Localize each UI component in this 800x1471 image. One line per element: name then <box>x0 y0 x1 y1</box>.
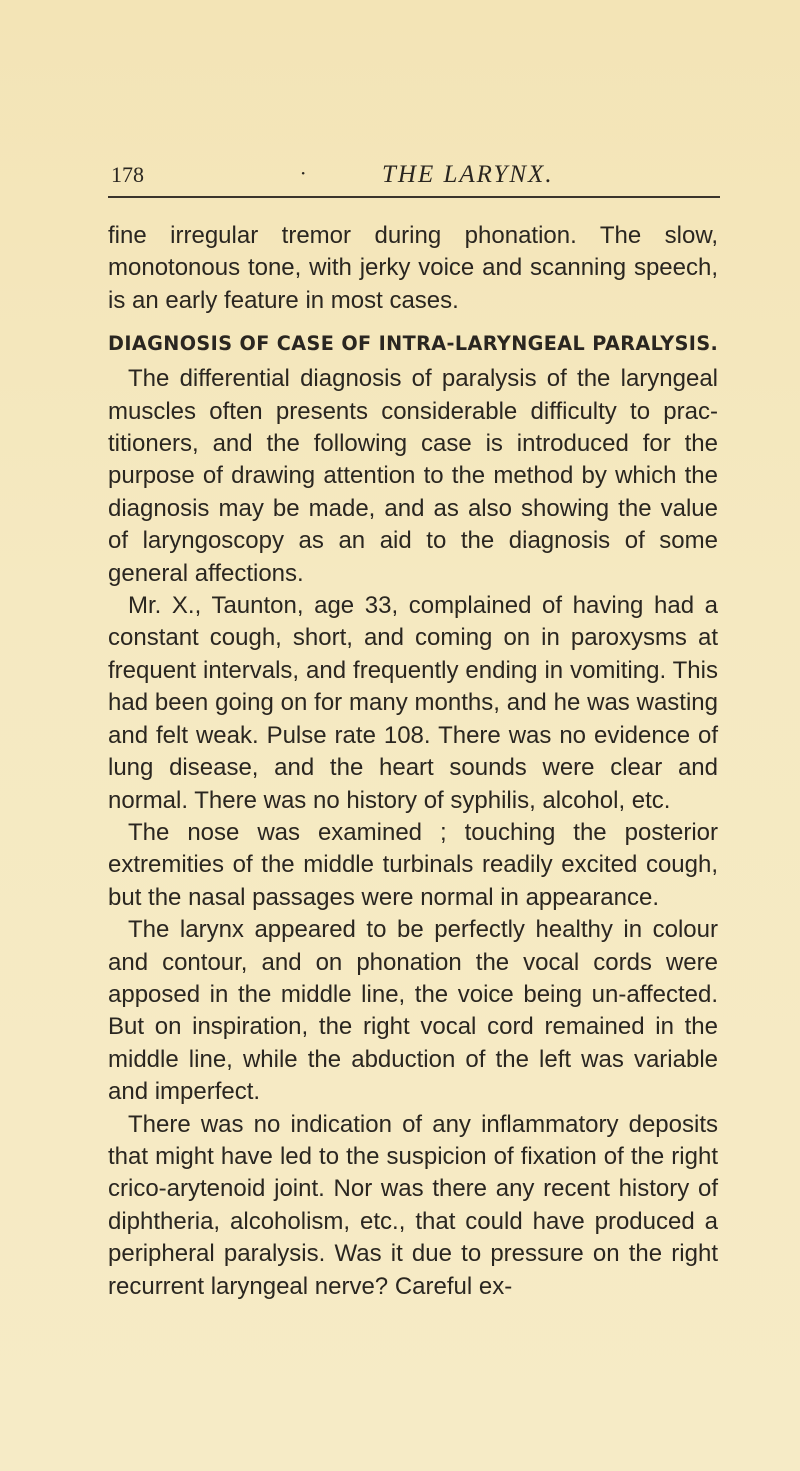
paragraph-case-history: Mr. X., Taunton, age 33, complained of having had a constant cough, short, and coming on in paroxysms at frequent intervals, and frequently ending in vomiting. This had been going on for many months, and he was wasting and felt weak. Pulse rate 108. There was no evidence of lung disease, and the heart sounds were clear and normal. There was no history of syphilis, alcohol, etc. <box>108 592 718 814</box>
paragraph-nose: The nose was examined ; touching the posterior extremities of the middle turbinals readily excited cough, but the nasal passages were normal in appearance. <box>108 818 718 911</box>
page-header <box>108 161 720 197</box>
page-number: 178 <box>111 162 144 187</box>
section-heading: DIAGNOSIS OF CASE OF INTRA-LARYNGEAL PARALYSIS. <box>108 332 719 356</box>
intro-paragraph: fine irregular tremor during phonation. The slow, monotonous tone, with jerky voice and scanning speech, is an early feature in most cases. <box>108 222 718 314</box>
paragraph-larynx: The larynx appeared to be perfectly healthy in colour and contour, and on phonation the vocal cords were apposed in the middle line, the voice being un-affected. But on inspiration, the right vocal cord remained in the middle line, while the abduction of the left was variable and imperfect. <box>108 916 718 1106</box>
page-body <box>108 220 718 1303</box>
paragraph-differential: The differential diagnosis of paralysis of the laryngeal muscles often presents considerable difficulty to prac-titioners, and the following case is introduced for the purpose of drawing attention to the method by which the diagnosis may be made, and as also showing the value of laryngoscopy as an aid to the diagnosis of some general affections. <box>108 365 718 587</box>
running-title: THE LARYNX. <box>382 161 554 188</box>
header-dot: · <box>300 161 307 185</box>
paragraph-indications: There was no indication of any inflammatory deposits that might have led to the suspicion of fixation of the right crico-arytenoid joint. Nor was there any recent history of diphtheria, alcoholism, etc., that could have produced a peripheral paralysis. Was it due to pressure on the right recurrent laryngeal nerve? Careful ex- <box>108 1110 718 1300</box>
header-rule <box>108 196 720 198</box>
